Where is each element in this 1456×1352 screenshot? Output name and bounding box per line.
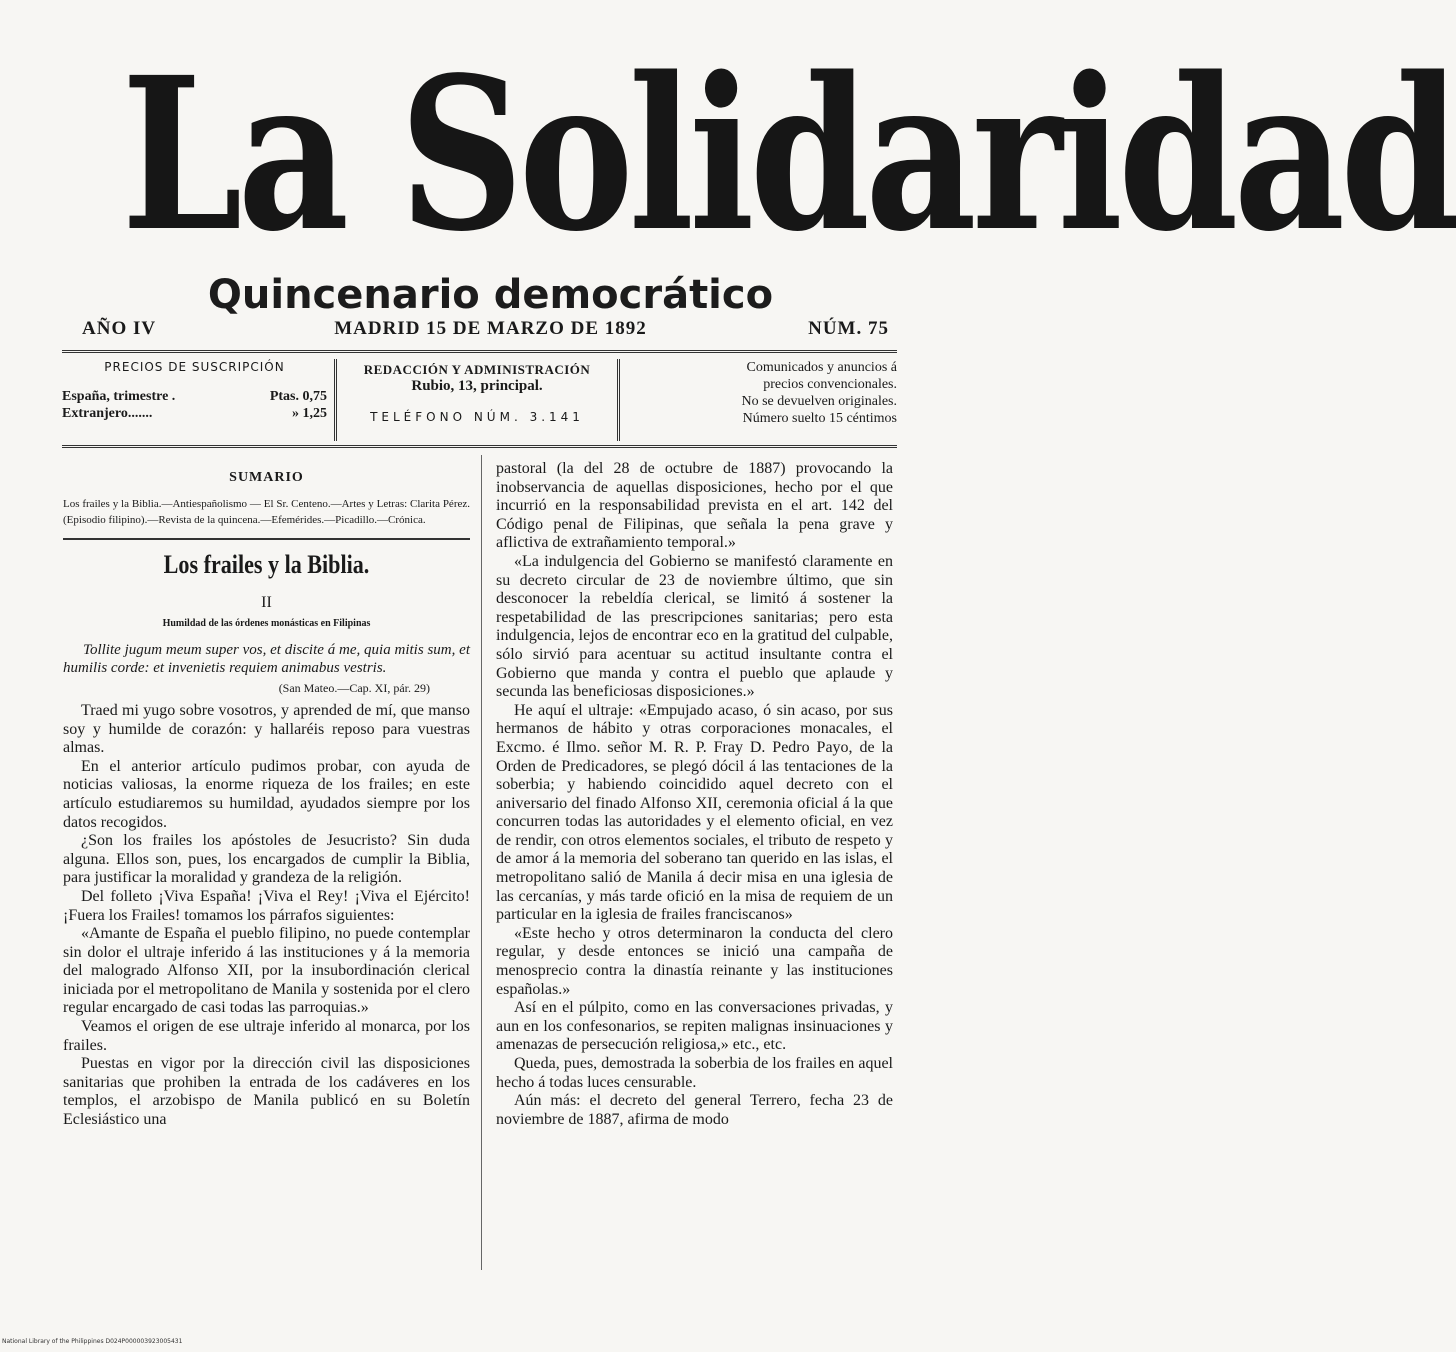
telephone: TELÉFONO NÚM. 3.141 (370, 410, 584, 424)
archive-footer: National Library of the Philippines D024P000003923005431 (2, 1338, 183, 1345)
address: Rubio, 13, principal. (411, 378, 543, 394)
column-divider (481, 455, 482, 1270)
paragraph: «Amante de España el pueblo filipino, no puede contemplar sin dolor el ultraje inferido á las instituciones y á la memoria del malogrado Alfonso XII, por la insubordinación clerical iniciada por el metropolitano de Manila y sostenida por el clero regular encargado de casi todas las parroquias.» (63, 925, 470, 1017)
paragraph: «La indulgencia del Gobierno se manifestó claramente en su decreto circular de 23 de noviembre último, que sin desconocer la rebeldía clerical, se limitó á sostener la respetabilidad de las prescripciones sanitarias; pero esta indulgencia, lejos de encontrar eco en la gratitud del culpable, sólo sirvió para acentuar su actitud insultante contra el Gobierno que manda y contra el pueblo que aplaude y secunda las beneficiosas disposiciones.» (496, 552, 893, 701)
issue-year: AÑO IV (82, 318, 157, 339)
ads-box (632, 359, 897, 439)
paragraph: Aún más: el decreto del general Terrero, fecha 23 de noviembre de 1887, afirma de modo (496, 1092, 893, 1128)
epigraph-citation: (San Mateo.—Cap. XI, pár. 29) (278, 681, 430, 696)
masthead-title: La Solidaridad (121, 31, 1456, 278)
sumario-text: Los frailes y la Biblia.—Antiespañolismo — El Sr. Centeno.—Artes y Letras: Clarita Pérez. (Episodio filipino).—Revista de la quincena.—Efemérides.—Picadillo.—Crónica. (63, 497, 470, 526)
price-value: Ptas. 0,75 (269, 389, 327, 404)
paragraph: He aquí el ultraje: «Empujado acaso, ó sin acaso, por sus hermanos de hábito y otras corporaciones monacales, el Excmo. é Ilmo. señor M. R. P. Fray D. Pedro Payo, de la Orden de Predicadores, se plegó dócil á las tentaciones de la soberbia; y habiendo coincidido aquel decreto con el aniversario del finado Alfonso XII, ceremonia oficial á la que concurren todas las autoridades y el elemento oficial, en vez de rendir, con otros elementos sociales, el tributo de respeto y de amor á la memoria del soberano tan querido en las islas, el metropolitano salió de Manila á decir misa en una iglesia de las cercanías, y más tarde ofició en la misa de requiem de un particular en la iglesia de frailes franciscanos» (496, 701, 893, 924)
ads-line: No se devuelven originales. (741, 394, 897, 409)
paragraph: Así en el púlpito, como en las conversaciones privadas, y aun en los confesonarios, se repiten malignas insinuaciones y amenazas de persecución religiosa,» etc., etc. (496, 999, 893, 1054)
paragraph: «Este hecho y otros determinaron la conducta del clero regular, y desde entonces se inició una campaña de menosprecio contra la dinastía reinante y las instituciones españolas.» (496, 924, 893, 998)
masthead-subtitle: Quincenario democrático (207, 272, 774, 318)
issue-date: MADRID 15 DE MARZO DE 1892 (334, 318, 647, 339)
price-label: Extranjero....... (62, 406, 153, 421)
latin-epigraph: Tollite jugum meum super vos, et discite á me, quia mitis sum, et humilis corde: et invenietis requiem animabus vestris. (63, 642, 470, 677)
paragraph: Queda, pues, demostrada la soberbia de los frailes en aquel hecho á todas luces censurable. (496, 1055, 893, 1091)
price-label: España, trimestre . (62, 389, 176, 404)
paragraph: Traed mi yugo sobre vosotros, y aprended de mí, que manso soy y humilde de corazón: y hallaréis reposo para vuestras almas. (63, 701, 470, 757)
article-title: Los frailes y la Biblia. (163, 549, 370, 579)
left-column (63, 455, 470, 1130)
subscription-heading: PRECIOS DE SUSCRIPCIÓN (104, 360, 285, 374)
subscription-box (62, 359, 327, 439)
redaccion-heading: REDACCIÓN Y ADMINISTRACIÓN (363, 362, 591, 377)
issue-number: NÚM. 75 (808, 318, 889, 339)
paragraph: pastoral (la del 28 de octubre de 1887) provocando la inobservancia de aquellas disposiciones, hecho por el que incurrió en la responsabilidad prevista en el art. 142 del Código penal de Filipinas, que señala la pena grave y aflictiva de extrañamiento temporal.» (496, 460, 893, 552)
paragraph: Veamos el origen de ese ultraje inferido al monarca, por los frailes. (63, 1018, 470, 1054)
ads-line: Comunicados y anuncios á (746, 360, 897, 375)
ads-line: precios convencionales. (763, 377, 897, 392)
price-row (62, 388, 327, 405)
ads-line: Número suelto 15 céntimos (742, 411, 897, 426)
paragraph: En el anterior artículo pudimos probar, con ayuda de noticias valiosas, la enorme riqueza de los frailes; en este artículo estudiaremos su humildad, ayudados siempre por los datos recogidos. (63, 757, 470, 831)
article-subhead: Humildad de las órdenes monásticas en Filipinas (162, 617, 371, 629)
info-boxes (62, 350, 897, 448)
sumario-title: SUMARIO (229, 470, 304, 485)
price-row (62, 405, 327, 422)
price-value: » 1,25 (292, 406, 327, 421)
paragraph: ¿Son los frailes los apóstoles de Jesucristo? Sin duda alguna. Ellos son, pues, los encargados de cumplir la Biblia, para justificar la moralidad y grandeza de la religión. (63, 832, 470, 887)
divider (63, 538, 470, 540)
right-column (496, 460, 893, 1129)
article-section: II (261, 594, 272, 612)
paragraph: Puestas en vigor por la dirección civil las disposiciones sanitarias que prohiben la entrada de los cadáveres en los templos, el arzobispo de Manila publicó en su Boletín Eclesiástico una (63, 1055, 470, 1129)
administration-box (334, 359, 620, 441)
paragraph: Del folleto ¡Viva España! ¡Viva el Rey! ¡Viva el Ejército! ¡Fuera los Frailes! tomamos los párrafos siguientes: (63, 887, 470, 924)
